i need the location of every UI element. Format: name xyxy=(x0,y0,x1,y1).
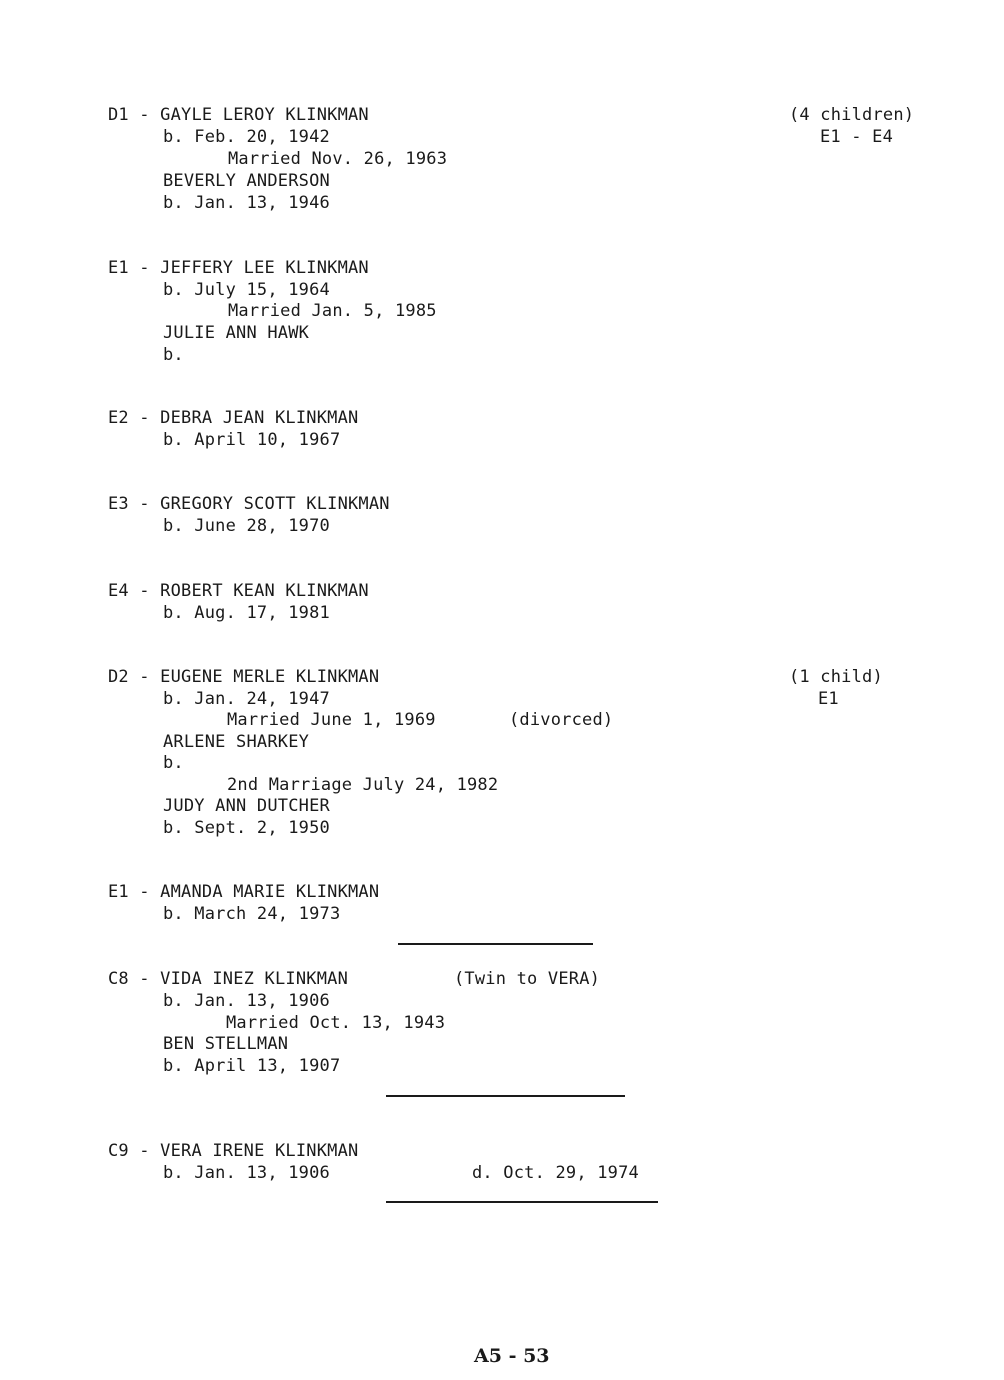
entry-e2-header: E2 - DEBRA JEAN KLINKMAN xyxy=(108,408,359,428)
entry-d2-marriage: Married June 1, 1969 xyxy=(227,710,436,730)
entry-d2-header: D2 - EUGENE MERLE KLINKMAN xyxy=(108,667,380,687)
entry-c9-death: d. Oct. 29, 1974 xyxy=(472,1163,639,1183)
entry-c8-marriage: Married Oct. 13, 1943 xyxy=(226,1013,446,1033)
entry-e1-jeffery-spouse-birth: b. xyxy=(163,345,184,365)
entry-c8-note: (Twin to VERA) xyxy=(454,969,601,989)
entry-c9-header: C9 - VERA IRENE KLINKMAN xyxy=(108,1141,359,1161)
entry-d2-second-marriage: 2nd Marriage July 24, 1982 xyxy=(227,775,499,795)
entry-c9-birth: b. Jan. 13, 1906 xyxy=(163,1163,330,1183)
entry-d1-birth: b. Feb. 20, 1942 xyxy=(163,127,330,147)
entry-d2-second-spouse: JUDY ANN DUTCHER xyxy=(163,796,330,816)
entry-d1-children-range: E1 - E4 xyxy=(820,127,894,147)
entry-e3-birth: b. June 28, 1970 xyxy=(163,516,330,536)
entry-c8-birth: b. Jan. 13, 1906 xyxy=(163,991,330,1011)
entry-d1-spouse-birth: b. Jan. 13, 1946 xyxy=(163,193,330,213)
entry-d2-marriage-note: (divorced) xyxy=(509,710,614,730)
entry-c8-spouse: BEN STELLMAN xyxy=(163,1034,289,1054)
entry-e3-header: E3 - GREGORY SCOTT KLINKMAN xyxy=(108,494,390,514)
page-number: A5 - 53 xyxy=(474,1345,550,1367)
entry-e4-header: E4 - ROBERT KEAN KLINKMAN xyxy=(108,581,369,601)
entry-e1-jeffery-marriage: Married Jan. 5, 1985 xyxy=(228,301,437,321)
section-divider xyxy=(386,1201,658,1203)
entry-d1-header: D1 - GAYLE LEROY KLINKMAN xyxy=(108,105,369,125)
entry-c8-spouse-birth: b. April 13, 1907 xyxy=(163,1056,341,1076)
entry-e4-birth: b. Aug. 17, 1981 xyxy=(163,603,330,623)
entry-e1-amanda-header: E1 - AMANDA MARIE KLINKMAN xyxy=(108,882,380,902)
entry-d1-spouse: BEVERLY ANDERSON xyxy=(163,171,330,191)
section-divider xyxy=(398,943,593,945)
entry-d2-birth: b. Jan. 24, 1947 xyxy=(163,689,330,709)
entry-e2-birth: b. April 10, 1967 xyxy=(163,430,341,450)
entry-e1-jeffery-birth: b. July 15, 1964 xyxy=(163,280,330,300)
entry-d2-children-range: E1 xyxy=(818,689,839,709)
entry-d1-children-count: (4 children) xyxy=(789,105,915,125)
section-divider xyxy=(386,1095,625,1097)
entry-d2-spouse-birth: b. xyxy=(163,753,184,773)
entry-e1-jeffery-spouse: JULIE ANN HAWK xyxy=(163,323,310,343)
entry-e1-jeffery-header: E1 - JEFFERY LEE KLINKMAN xyxy=(108,258,369,278)
entry-d2-spouse: ARLENE SHARKEY xyxy=(163,732,310,752)
entry-d2-second-spouse-birth: b. Sept. 2, 1950 xyxy=(163,818,330,838)
entry-d2-children-count: (1 child) xyxy=(789,667,883,687)
entry-c8-header: C8 - VIDA INEZ KLINKMAN xyxy=(108,969,349,989)
entry-e1-amanda-birth: b. March 24, 1973 xyxy=(163,904,341,924)
entry-d1-marriage: Married Nov. 26, 1963 xyxy=(228,149,448,169)
